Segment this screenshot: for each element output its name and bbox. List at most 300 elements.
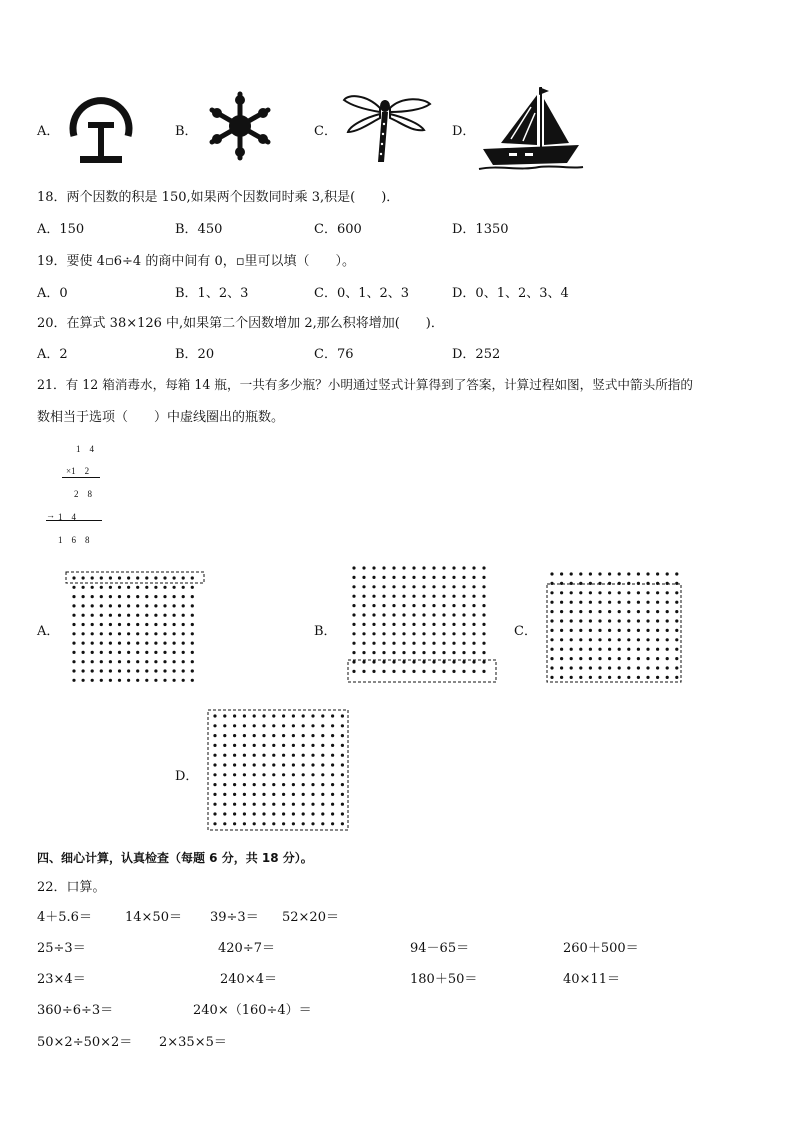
dot — [311, 773, 314, 776]
dot — [262, 754, 265, 757]
q21-option-a: A． — [37, 624, 60, 639]
dot — [127, 632, 130, 635]
dot — [666, 657, 669, 660]
dot — [570, 676, 573, 679]
dot — [608, 582, 611, 585]
dot — [372, 642, 375, 645]
dot — [182, 660, 185, 663]
dot — [560, 572, 563, 575]
dot — [302, 822, 305, 825]
dot — [82, 660, 85, 663]
dot — [432, 613, 435, 616]
dot — [292, 803, 295, 806]
dot — [223, 754, 226, 757]
dot — [432, 595, 435, 598]
dot — [100, 632, 103, 635]
dot — [442, 632, 445, 635]
dot — [91, 623, 94, 626]
dot — [560, 601, 563, 604]
dot — [136, 669, 139, 672]
dot — [262, 783, 265, 786]
dot — [675, 591, 678, 594]
dot — [666, 582, 669, 585]
dot — [560, 648, 563, 651]
dot — [253, 744, 256, 747]
dot — [243, 724, 246, 727]
q20-option-b: B．20 — [175, 347, 215, 362]
dot — [637, 582, 640, 585]
dot — [618, 610, 621, 613]
dot — [646, 666, 649, 669]
question-22-text: 22．口算。 — [37, 880, 106, 895]
dot — [118, 623, 121, 626]
dot — [472, 595, 475, 598]
dot — [72, 679, 75, 682]
dot — [452, 566, 455, 569]
calc-r3-c1: 23×4＝ — [37, 972, 86, 987]
dot — [646, 591, 649, 594]
dot — [91, 586, 94, 589]
dot — [311, 793, 314, 796]
dot — [272, 783, 275, 786]
dot-grid-c — [544, 568, 684, 686]
dashed-selection — [208, 710, 348, 830]
dot — [191, 651, 194, 654]
dot — [341, 734, 344, 737]
q17-option-c-letter: C． — [314, 124, 337, 139]
dot — [452, 604, 455, 607]
calc-r1-c1: 4＋5.6＝ — [37, 910, 92, 925]
dot — [656, 648, 659, 651]
dot — [627, 657, 630, 660]
dot — [253, 793, 256, 796]
dot — [637, 572, 640, 575]
dot — [598, 666, 601, 669]
dot — [637, 666, 640, 669]
dot — [452, 632, 455, 635]
dot — [422, 576, 425, 579]
dot — [127, 642, 130, 645]
dot — [608, 572, 611, 575]
dot — [392, 670, 395, 673]
dot — [637, 676, 640, 679]
dot — [608, 638, 611, 641]
dot — [292, 783, 295, 786]
dot — [154, 586, 157, 589]
dot — [118, 651, 121, 654]
question-18-text: 18．两个因数的积是 150,如果两个因数同时乘 3,积是( )． — [37, 190, 400, 205]
dot — [362, 613, 365, 616]
dot — [627, 648, 630, 651]
dot — [666, 610, 669, 613]
q21-option-b: B． — [314, 624, 337, 639]
dot — [154, 632, 157, 635]
dot — [422, 642, 425, 645]
dot — [412, 642, 415, 645]
dot — [666, 601, 669, 604]
dot — [646, 657, 649, 660]
dot — [321, 734, 324, 737]
vertical-arrow: → — [46, 510, 55, 520]
dot — [382, 660, 385, 663]
dot — [362, 595, 365, 598]
dot — [382, 670, 385, 673]
dot — [382, 595, 385, 598]
dot — [154, 623, 157, 626]
dot — [118, 595, 121, 598]
dot — [382, 585, 385, 588]
dot — [191, 669, 194, 672]
dot — [182, 642, 185, 645]
q18-option-a: A．150 — [37, 222, 85, 237]
dot — [570, 582, 573, 585]
dot — [392, 632, 395, 635]
dot — [560, 619, 563, 622]
dot — [163, 660, 166, 663]
dot — [598, 676, 601, 679]
dot — [372, 604, 375, 607]
dot — [154, 660, 157, 663]
dot — [262, 773, 265, 776]
dot — [392, 566, 395, 569]
dot — [382, 642, 385, 645]
dot — [482, 651, 485, 654]
dot — [462, 660, 465, 663]
dot — [173, 651, 176, 654]
dot — [127, 623, 130, 626]
dot — [163, 651, 166, 654]
dot — [589, 666, 592, 669]
dot — [154, 576, 157, 579]
calc-r5-c2: 2×35×5＝ — [159, 1035, 227, 1050]
dot — [253, 754, 256, 757]
dot — [243, 773, 246, 776]
dot — [223, 744, 226, 747]
dot — [154, 651, 157, 654]
dot — [362, 670, 365, 673]
dot — [191, 632, 194, 635]
dot — [145, 614, 148, 617]
dot — [72, 651, 75, 654]
q19-option-a: A．0 — [37, 286, 68, 301]
dot — [432, 585, 435, 588]
dot — [163, 632, 166, 635]
dot — [422, 660, 425, 663]
section-4-title: 四、细心计算，认真检查（每题 6 分，共 18 分）。 — [37, 851, 313, 865]
dot — [100, 586, 103, 589]
dot — [362, 585, 365, 588]
dot — [462, 670, 465, 673]
dot — [341, 744, 344, 747]
dot — [560, 657, 563, 660]
dot — [579, 648, 582, 651]
dot — [163, 642, 166, 645]
dot — [213, 734, 216, 737]
dot — [362, 651, 365, 654]
dot — [598, 610, 601, 613]
dot — [579, 676, 582, 679]
dot — [292, 754, 295, 757]
dot — [579, 572, 582, 575]
dot — [82, 669, 85, 672]
dot — [82, 595, 85, 598]
dot — [302, 812, 305, 815]
dot — [154, 604, 157, 607]
dot — [91, 651, 94, 654]
dot — [233, 744, 236, 747]
dot — [163, 586, 166, 589]
dot — [91, 660, 94, 663]
dot — [272, 822, 275, 825]
dot — [472, 651, 475, 654]
dot — [272, 763, 275, 766]
dot — [253, 724, 256, 727]
dot — [472, 604, 475, 607]
dot — [118, 586, 121, 589]
dot — [422, 623, 425, 626]
dot — [482, 566, 485, 569]
dot — [253, 783, 256, 786]
dot — [154, 642, 157, 645]
dot — [412, 632, 415, 635]
dot — [243, 783, 246, 786]
dot — [127, 651, 130, 654]
dot — [253, 812, 256, 815]
dot — [482, 642, 485, 645]
dot — [173, 576, 176, 579]
question-21-line2: 数相当于选项（ ）中虚线圈出的瓶数。 — [37, 410, 285, 425]
dot — [223, 822, 226, 825]
dot — [550, 648, 553, 651]
dot — [213, 763, 216, 766]
dot — [253, 803, 256, 806]
dot — [223, 763, 226, 766]
dot — [472, 566, 475, 569]
dot — [282, 822, 285, 825]
dot — [91, 632, 94, 635]
calc-r5-c1: 50×2÷50×2＝ — [37, 1035, 133, 1050]
question-21-line1: 21．有 12 箱消毒水，每箱 14 瓶，一共有多少瓶？小明通过竖式计算得到了答案，计算过程如图，竖式中箭头所指的 — [37, 377, 693, 392]
question-19-text: 19．要使 4▫6÷4 的商中间有 0，▫里可以填（ ）。 — [37, 254, 356, 269]
dot — [282, 812, 285, 815]
dot — [422, 585, 425, 588]
dot — [72, 623, 75, 626]
dot — [302, 763, 305, 766]
dot — [637, 638, 640, 641]
vertical-row1: 1 4 — [76, 444, 95, 454]
dot — [589, 582, 592, 585]
dot — [223, 783, 226, 786]
dot — [392, 576, 395, 579]
dot — [570, 629, 573, 632]
calc-r3-c3: 180＋50＝ — [410, 972, 478, 987]
dot — [109, 586, 112, 589]
dot — [118, 604, 121, 607]
dot — [352, 670, 355, 673]
dot — [118, 669, 121, 672]
dot — [213, 773, 216, 776]
dot — [145, 642, 148, 645]
dot — [372, 613, 375, 616]
dot — [432, 642, 435, 645]
dot — [646, 648, 649, 651]
dot — [675, 601, 678, 604]
dot — [442, 623, 445, 626]
dot — [109, 623, 112, 626]
dot — [618, 619, 621, 622]
dot — [352, 576, 355, 579]
dot — [331, 754, 334, 757]
dot — [382, 604, 385, 607]
q19-option-b: B．1、2、3 — [175, 286, 249, 301]
dot — [362, 623, 365, 626]
dot — [570, 657, 573, 660]
dot — [173, 660, 176, 663]
dot — [608, 648, 611, 651]
dot — [127, 576, 130, 579]
dot — [646, 619, 649, 622]
dot — [173, 632, 176, 635]
dot — [109, 651, 112, 654]
dot — [637, 629, 640, 632]
dot — [233, 783, 236, 786]
dot — [412, 585, 415, 588]
dot — [145, 595, 148, 598]
dot — [262, 763, 265, 766]
dot — [462, 632, 465, 635]
dot — [82, 586, 85, 589]
dot — [272, 744, 275, 747]
dot — [282, 803, 285, 806]
dot — [482, 670, 485, 673]
dot — [100, 651, 103, 654]
dot — [233, 793, 236, 796]
calc-r4-c2: 240×（160÷4）＝ — [193, 1003, 312, 1018]
dot — [182, 669, 185, 672]
calc-r2-c3: 94－65＝ — [410, 941, 470, 956]
dot — [311, 724, 314, 727]
dot — [82, 632, 85, 635]
q17-option-d-letter: D． — [452, 124, 476, 139]
dot — [182, 632, 185, 635]
dot-grid-d — [206, 708, 352, 834]
dot — [372, 566, 375, 569]
dot — [262, 714, 265, 717]
dot — [560, 638, 563, 641]
dot — [100, 595, 103, 598]
dot — [560, 582, 563, 585]
dot — [402, 623, 405, 626]
dot — [282, 754, 285, 757]
dot — [272, 803, 275, 806]
dot — [233, 822, 236, 825]
dot — [570, 648, 573, 651]
calc-r1-c2: 14×50＝ — [125, 910, 182, 925]
dot — [482, 632, 485, 635]
dot — [402, 585, 405, 588]
dot — [253, 773, 256, 776]
dot — [627, 601, 630, 604]
dot — [382, 576, 385, 579]
dot — [191, 614, 194, 617]
dot — [618, 648, 621, 651]
dot — [392, 595, 395, 598]
dot — [589, 591, 592, 594]
dot — [579, 601, 582, 604]
dot — [331, 783, 334, 786]
dot — [272, 754, 275, 757]
dot — [100, 604, 103, 607]
dot — [402, 651, 405, 654]
dot — [442, 566, 445, 569]
dot — [173, 642, 176, 645]
dot — [118, 660, 121, 663]
dot — [589, 657, 592, 660]
dot — [243, 812, 246, 815]
dot — [618, 582, 621, 585]
dot — [223, 803, 226, 806]
dot — [656, 676, 659, 679]
dot — [118, 576, 121, 579]
dot — [560, 666, 563, 669]
dot — [272, 734, 275, 737]
vertical-line-1 — [62, 477, 100, 478]
dot — [145, 604, 148, 607]
dot — [362, 660, 365, 663]
dot — [191, 595, 194, 598]
dot — [452, 585, 455, 588]
dot — [598, 572, 601, 575]
dot — [402, 613, 405, 616]
dot — [118, 642, 121, 645]
dot — [136, 586, 139, 589]
dot — [282, 793, 285, 796]
dot — [382, 651, 385, 654]
dot — [163, 679, 166, 682]
dot — [666, 591, 669, 594]
dot — [442, 613, 445, 616]
dot — [182, 604, 185, 607]
dot — [292, 822, 295, 825]
dot — [482, 585, 485, 588]
dot — [341, 763, 344, 766]
dot — [432, 604, 435, 607]
dot — [223, 734, 226, 737]
dot — [392, 660, 395, 663]
dot — [382, 632, 385, 635]
dot — [223, 793, 226, 796]
dot — [311, 812, 314, 815]
dot — [292, 763, 295, 766]
dot — [432, 623, 435, 626]
dot — [145, 632, 148, 635]
dot — [432, 651, 435, 654]
dot — [598, 582, 601, 585]
dot — [321, 812, 324, 815]
dot — [233, 754, 236, 757]
dot — [243, 822, 246, 825]
dot — [127, 604, 130, 607]
dot — [191, 660, 194, 663]
dot — [331, 763, 334, 766]
dot — [382, 613, 385, 616]
dot — [666, 619, 669, 622]
dot — [321, 754, 324, 757]
dot — [372, 576, 375, 579]
railway-logo-icon — [66, 92, 136, 168]
dot — [598, 657, 601, 660]
dot — [72, 595, 75, 598]
